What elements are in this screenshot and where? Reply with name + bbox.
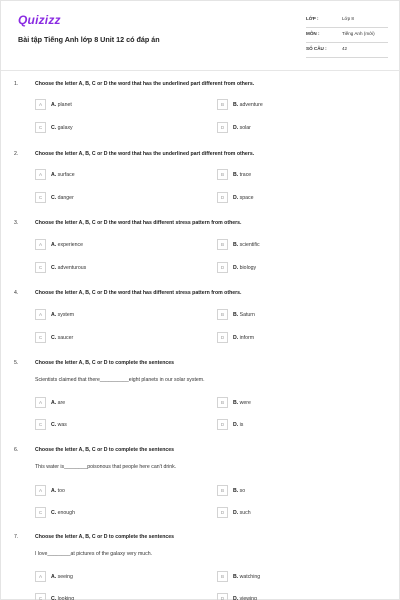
question-text: Choose the letter A, B, C or D to complete the sentences (35, 360, 175, 366)
option-prefix: D. (233, 422, 239, 428)
option-letter-box: B (217, 169, 228, 180)
option-prefix: D. (233, 510, 239, 516)
option-text: experience (57, 242, 84, 248)
meta-key: MÔN : (306, 31, 320, 36)
option-prefix: C. (51, 422, 57, 428)
option-letter-box: A (35, 99, 46, 110)
option-text: looking (57, 596, 75, 600)
question-number: 5. (14, 360, 19, 366)
option-letter-box: D (217, 262, 228, 273)
option-text: adventure (239, 102, 263, 108)
option-text: enough (57, 510, 75, 516)
option-letter-box: C (35, 192, 46, 203)
option-prefix: B. (233, 574, 239, 580)
meta-row-subject (306, 28, 388, 43)
option-prefix: A. (51, 242, 57, 248)
option-prefix: A. (51, 488, 57, 494)
option-prefix: C. (51, 195, 57, 201)
question-prompt: This water is________poisonous that people here can't drink. (35, 464, 177, 470)
option-prefix: C. (51, 510, 57, 516)
question-prompt: Scientists claimed that there__________eight planets in our solar system. (35, 377, 205, 383)
option-letter-box: A (35, 571, 46, 582)
option-letter-box: D (217, 593, 228, 600)
option-letter-box: C (35, 332, 46, 343)
option-letter-box: B (217, 99, 228, 110)
question-prompt: I love________at pictures of the galaxy very much. (35, 551, 153, 557)
option-prefix: A. (51, 102, 57, 108)
question-number: 7. (14, 534, 19, 540)
option-text: were (239, 400, 251, 406)
option-prefix: A. (51, 400, 57, 406)
question-text: Choose the letter A, B, C or D to complete the sentences (35, 447, 175, 453)
option-text: too (57, 488, 65, 494)
option-prefix: D. (233, 265, 239, 271)
option-prefix: D. (233, 596, 239, 600)
meta-value: Tiếng Anh (mới) (342, 31, 375, 36)
question-text: Choose the letter A, B, C or D the word that has the underlined part different from others. (35, 151, 255, 157)
option-text: watching (239, 574, 261, 580)
option-prefix: B. (233, 400, 239, 406)
option-prefix: C. (51, 125, 57, 131)
option-letter-box: D (217, 507, 228, 518)
option-text: inform (239, 335, 255, 341)
worksheet-header (1, 1, 400, 71)
question-text: Choose the letter A, B, C or D the word that has different stress pattern from others. (35, 220, 242, 226)
option-prefix: A. (51, 574, 57, 580)
option-prefix: B. (233, 488, 239, 494)
option-text: adventurous (57, 265, 87, 271)
option-letter-box: A (35, 309, 46, 320)
option-prefix: A. (51, 312, 57, 318)
meta-key: SỐ CÂU : (306, 46, 327, 51)
option-prefix: D. (233, 125, 239, 131)
option-letter-box: C (35, 507, 46, 518)
option-prefix: B. (233, 312, 239, 318)
option-letter-box: B (217, 485, 228, 496)
option-text: surface (57, 172, 75, 178)
option-letter-box: D (217, 332, 228, 343)
option-text: planet (57, 102, 72, 108)
quizizz-logo: Quizizz (18, 13, 61, 27)
option-text: saucer (57, 335, 74, 341)
option-letter-box: A (35, 397, 46, 408)
option-prefix: B. (233, 102, 239, 108)
meta-value: 42 (342, 46, 348, 51)
option-letter-box: B (217, 309, 228, 320)
option-text: galaxy (57, 125, 73, 131)
option-text: system (57, 312, 75, 318)
question-number: 1. (14, 81, 19, 87)
option-text: solar (239, 125, 251, 131)
option-prefix: A. (51, 172, 57, 178)
question-text: Choose the letter A, B, C or D the word that has different stress pattern from others. (35, 290, 242, 296)
option-text: viewing (239, 596, 257, 600)
option-text: was (57, 422, 67, 428)
option-prefix: B. (233, 172, 239, 178)
option-text: danger (57, 195, 74, 201)
option-text: biology (239, 265, 257, 271)
option-text: scientific (239, 242, 260, 248)
page-title: Bài tập Tiếng Anh lớp 8 Unit 12 có đáp án (18, 35, 160, 44)
option-text: is (239, 422, 244, 428)
option-letter-box: B (217, 571, 228, 582)
option-text: such (239, 510, 251, 516)
meta-row-count (306, 43, 388, 58)
option-letter-box: B (217, 397, 228, 408)
option-letter-box: B (217, 239, 228, 250)
option-prefix: C. (51, 596, 57, 600)
question-number: 4. (14, 290, 19, 296)
option-letter-box: D (217, 192, 228, 203)
option-letter-box: D (217, 122, 228, 133)
option-text: trace (239, 172, 252, 178)
option-prefix: C. (51, 265, 57, 271)
question-number: 6. (14, 447, 19, 453)
meta-row-class (306, 13, 388, 28)
option-prefix: D. (233, 195, 239, 201)
option-text: Saturn (239, 312, 255, 318)
question-text: Choose the letter A, B, C or D to complete the sentences (35, 534, 175, 540)
option-letter-box: C (35, 122, 46, 133)
option-text: so (239, 488, 246, 494)
question-text: Choose the letter A, B, C or D the word that has the underlined part different from others. (35, 81, 255, 87)
option-letter-box: C (35, 419, 46, 430)
meta-value: Lớp 8 (342, 16, 354, 21)
option-prefix: B. (233, 242, 239, 248)
option-letter-box: A (35, 239, 46, 250)
option-prefix: C. (51, 335, 57, 341)
option-letter-box: A (35, 169, 46, 180)
option-letter-box: C (35, 262, 46, 273)
option-letter-box: D (217, 419, 228, 430)
question-number: 3. (14, 220, 19, 226)
option-letter-box: C (35, 593, 46, 600)
question-number: 2. (14, 151, 19, 157)
option-text: seeing (57, 574, 73, 580)
meta-key: LỚP : (306, 16, 319, 21)
option-text: space (239, 195, 254, 201)
option-prefix: D. (233, 335, 239, 341)
option-text: are (57, 400, 66, 406)
option-letter-box: A (35, 485, 46, 496)
